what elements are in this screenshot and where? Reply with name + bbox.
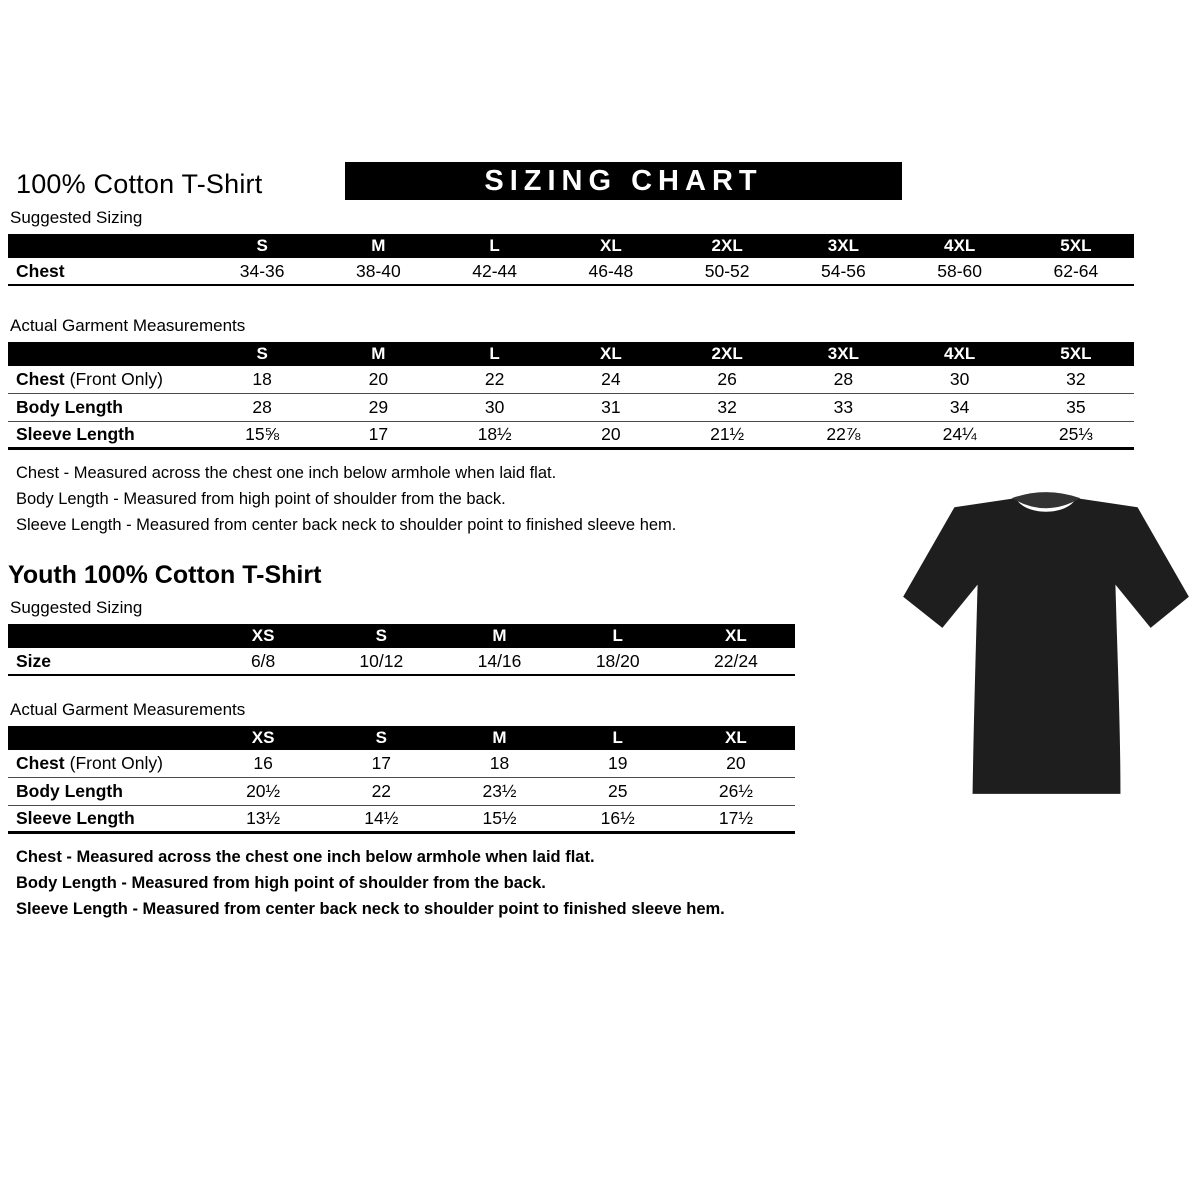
youth-actual-table xyxy=(8,726,795,834)
youth-suggested-label: Suggested Sizing xyxy=(10,598,143,617)
adult-actual-label: Actual Garment Measurements xyxy=(10,316,246,335)
size-column-header: 5XL xyxy=(1060,344,1092,363)
youth-title: Youth 100% Cotton T-Shirt xyxy=(8,561,322,589)
size-column-header: 2XL xyxy=(711,236,743,255)
measurement-note: Chest - Measured across the chest one inch below armhole when laid flat. xyxy=(16,848,595,866)
size-value-cell: 58-60 xyxy=(937,260,982,281)
size-column-header: XL xyxy=(600,236,622,255)
row-label-suffix: (Front Only) xyxy=(69,369,163,389)
size-column-header: XS xyxy=(251,626,275,645)
size-value-cell: 15½ xyxy=(482,808,517,828)
size-column-header: 3XL xyxy=(827,344,859,363)
measurement-note: Body Length - Measured from high point of shoulder from the back. xyxy=(16,874,546,892)
size-column-header: 2XL xyxy=(711,344,743,363)
size-column-header: S xyxy=(256,236,268,255)
row-label: Sleeve Length xyxy=(16,808,135,828)
size-value-cell: 17 xyxy=(371,753,392,773)
size-value-cell: 15⅝ xyxy=(245,424,280,444)
size-column-header: S xyxy=(375,728,387,747)
size-value-cell: 35 xyxy=(1066,397,1086,417)
size-column-header: L xyxy=(489,344,500,363)
size-column-header: 4XL xyxy=(944,344,976,363)
size-value-cell: 34-36 xyxy=(239,260,285,281)
size-column-header: 3XL xyxy=(827,236,859,255)
size-value-cell: 24 xyxy=(601,369,621,389)
size-value-cell: 24¼ xyxy=(942,424,977,444)
youth-size-row xyxy=(8,648,795,676)
size-value-cell: 26 xyxy=(717,369,737,389)
measurement-note: Body Length - Measured from high point of shoulder from the back. xyxy=(16,490,506,508)
size-value-cell: 18 xyxy=(252,369,272,389)
row-label: Size xyxy=(16,650,52,671)
size-value-cell: 31 xyxy=(601,397,621,417)
black-tshirt-image xyxy=(900,476,1192,812)
adult-suggested-label: Suggested Sizing xyxy=(10,208,143,227)
size-column-header: L xyxy=(489,236,500,255)
size-value-cell: 42-44 xyxy=(472,260,517,281)
row-label: Body Length xyxy=(16,781,123,801)
size-column-header: L xyxy=(612,626,623,645)
adult-suggested-table xyxy=(8,234,1134,286)
size-value-cell: 50-52 xyxy=(704,260,750,281)
size-value-cell: 17½ xyxy=(718,808,753,828)
size-value-cell: 20 xyxy=(601,424,621,444)
size-value-cell: 30 xyxy=(949,369,970,389)
sizing-chart-banner: SIZING CHART xyxy=(345,162,902,200)
size-value-cell: 20 xyxy=(368,369,389,389)
size-value-cell: 29 xyxy=(368,397,389,417)
size-value-cell: 22 xyxy=(371,781,392,801)
size-value-cell: 22 xyxy=(484,369,505,389)
youth-sleeve-length-row xyxy=(8,806,795,834)
adult-actual-header-row xyxy=(8,342,1134,366)
size-value-cell: 13½ xyxy=(246,808,281,828)
size-value-cell: 17 xyxy=(368,424,389,444)
youth-body-length-row xyxy=(8,778,795,806)
size-column-header: XS xyxy=(251,728,275,747)
size-column-header: M xyxy=(492,728,507,747)
size-value-cell: 21½ xyxy=(710,424,745,444)
youth-actual-header-row xyxy=(8,726,795,750)
size-value-cell: 46-48 xyxy=(588,260,634,281)
size-value-cell: 14/16 xyxy=(477,650,522,671)
size-column-header: M xyxy=(492,626,507,645)
size-value-cell: 23½ xyxy=(482,781,517,801)
size-value-cell: 18 xyxy=(489,753,510,773)
page-title: 100% Cotton T-Shirt xyxy=(16,169,263,199)
size-value-cell: 34 xyxy=(949,397,970,417)
size-value-cell: 10/12 xyxy=(359,650,404,671)
size-column-header: L xyxy=(612,728,623,747)
size-value-cell: 20½ xyxy=(246,781,281,801)
size-value-cell: 14½ xyxy=(364,808,399,828)
row-label: Chest xyxy=(16,260,65,281)
adult-actual-table xyxy=(8,342,1134,450)
size-column-header: 4XL xyxy=(944,236,976,255)
size-value-cell: 16 xyxy=(253,753,273,773)
row-label xyxy=(8,753,204,774)
size-column-header: M xyxy=(371,236,386,255)
row-label: Sleeve Length xyxy=(16,424,135,444)
sleeve-length-row xyxy=(8,422,1134,450)
size-value-cell: 28 xyxy=(252,397,272,417)
row-label-main: Chest xyxy=(16,753,65,773)
size-value-cell: 62-64 xyxy=(1053,260,1099,281)
size-column-header: M xyxy=(371,344,386,363)
size-value-cell: 32 xyxy=(1066,369,1086,389)
size-column-header: XL xyxy=(725,728,747,747)
size-value-cell: 18½ xyxy=(477,424,512,444)
adult-suggested-header-row xyxy=(8,234,1134,258)
tshirt-graphic xyxy=(900,476,1192,808)
row-label-main: Chest xyxy=(16,369,65,389)
size-value-cell: 33 xyxy=(833,397,854,417)
size-value-cell: 20 xyxy=(726,753,746,773)
row-label-suffix: (Front Only) xyxy=(69,753,163,773)
youth-suggested-table xyxy=(8,624,795,676)
size-value-cell: 19 xyxy=(607,753,628,773)
size-column-header: XL xyxy=(600,344,622,363)
row-label: Body Length xyxy=(16,397,123,417)
header-row xyxy=(8,162,1134,200)
measurement-note: Sleeve Length - Measured from center back neck to shoulder point to finished sleeve hem. xyxy=(16,900,725,918)
tshirt-body-shape xyxy=(903,498,1189,794)
size-column-header: S xyxy=(256,344,268,363)
size-value-cell: 26½ xyxy=(718,781,753,801)
youth-suggested-header-row xyxy=(8,624,795,648)
chest-measurement-row xyxy=(8,366,1134,394)
size-value-cell: 54-56 xyxy=(820,260,866,281)
measurement-note: Sleeve Length - Measured from center back neck to shoulder point to finished sleeve hem. xyxy=(16,516,677,534)
size-column-header: S xyxy=(375,626,387,645)
size-value-cell: 25⅓ xyxy=(1058,424,1093,444)
size-value-cell: 6/8 xyxy=(250,650,276,671)
size-value-cell: 16½ xyxy=(600,808,635,828)
row-label xyxy=(8,369,204,390)
measurement-note: Chest - Measured across the chest one inch below armhole when laid flat. xyxy=(16,464,557,482)
body-length-row xyxy=(8,394,1134,422)
size-value-cell: 22⅞ xyxy=(826,424,861,444)
chest-suggested-row xyxy=(8,258,1134,286)
size-value-cell: 28 xyxy=(833,369,854,389)
size-value-cell: 25 xyxy=(607,781,628,801)
size-value-cell: 32 xyxy=(717,397,737,417)
youth-measurement-notes xyxy=(8,848,1134,919)
size-value-cell: 38-40 xyxy=(355,260,401,281)
youth-chest-row xyxy=(8,750,795,778)
size-column-header: XL xyxy=(725,626,747,645)
size-value-cell: 30 xyxy=(484,397,505,417)
youth-actual-label: Actual Garment Measurements xyxy=(10,700,246,719)
size-value-cell: 18/20 xyxy=(595,650,640,671)
size-value-cell: 22/24 xyxy=(714,650,758,671)
size-column-header: 5XL xyxy=(1060,236,1092,255)
